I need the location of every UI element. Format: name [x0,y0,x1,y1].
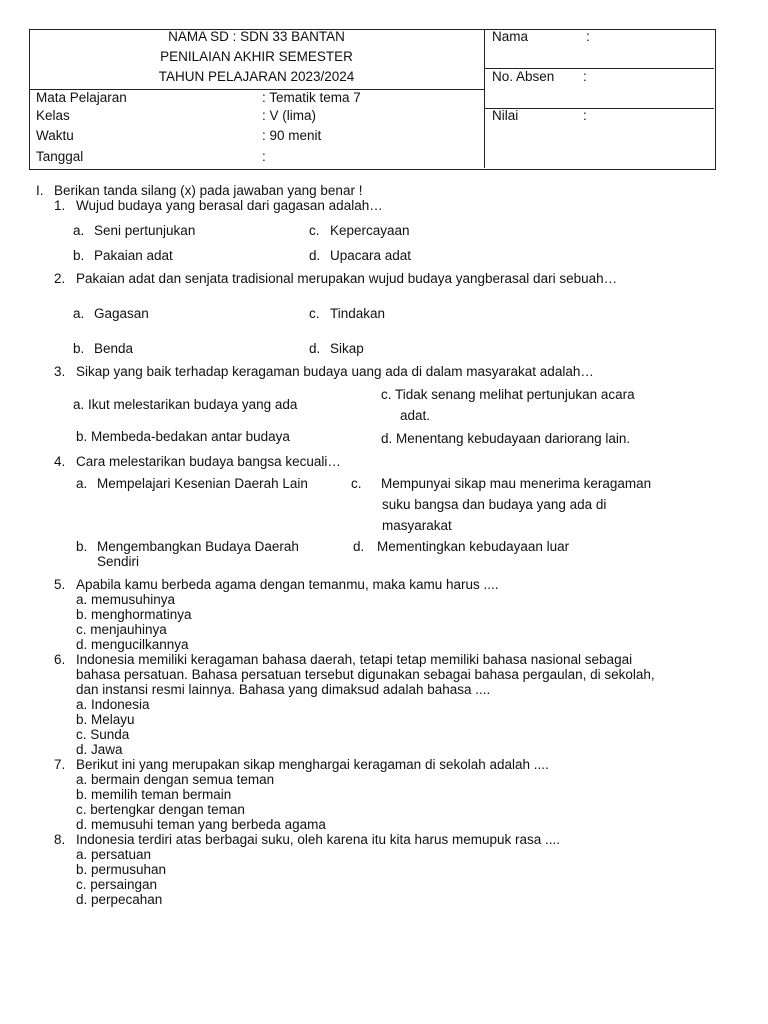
question-number: 8. [54,832,66,847]
option-text: b. Melayu [76,712,135,727]
score-label: Nilai [492,108,519,123]
option-text: b. memilih teman bermain [76,787,232,802]
option-text: d. perpecahan [76,892,163,907]
option-text: Tindakan [330,306,386,321]
option-letter: b. [73,248,85,263]
row-value-time: : 90 menit [262,128,322,143]
row-label-class: Kelas [36,108,70,123]
row-value-date: : [262,149,266,164]
question-number: 6. [54,652,66,667]
score-colon: : [583,108,587,123]
option-text: Sikap [330,341,364,356]
section-instruction: Berikan tanda silang (x) pada jawaban yang benar ! [54,183,363,198]
option-text-continuation: Sendiri [97,554,140,569]
option-text: Upacara adat [330,248,412,263]
option-text: b. permusuhan [76,862,167,877]
option-text: Pakaian adat [94,248,173,263]
option-text: c. bertengkar dengan teman [76,802,245,817]
option-text: Mengembangkan Budaya Daerah [97,539,299,554]
section-number: I. [36,183,44,198]
option-text: c. Tidak senang melihat pertunjukan acara [381,387,635,402]
option-text-continuation: adat. [400,408,431,423]
question-text: dan instansi resmi lainnya. Bahasa yang dimaksud adalah bahasa .... [76,682,491,697]
option-letter: a. [76,476,88,491]
name-colon: : [586,29,590,44]
question-number: 7. [54,757,66,772]
question-text: Wujud budaya yang berasal dari gagasan adalah… [76,198,383,213]
option-text: c. persaingan [76,877,158,892]
option-text: a. Indonesia [76,697,150,712]
option-text: Seni pertunjukan [94,223,196,238]
option-text: Mempunyai sikap mau menerima keragaman [381,476,652,491]
question-number: 3. [54,364,66,379]
option-text: c. menjauhinya [76,622,167,637]
option-text: b. Membeda-bedakan antar budaya [76,429,290,444]
option-text: Kepercayaan [330,223,410,238]
option-letter: b. [73,341,85,356]
question-text: Sikap yang baik terhadap keragaman budaya uang ada di dalam masyarakat adalah… [76,364,594,379]
option-text: d. Jawa [76,742,123,757]
question-text: Indonesia terdiri atas berbagai suku, oleh karena itu kita harus memupuk rasa .... [76,832,561,847]
row-label-time: Waktu [36,128,74,143]
row-value-class: : V (lima) [262,108,316,123]
option-text: d. memusuhi teman yang berbeda agama [76,817,326,832]
option-text: d. Menentang kebudayaan dariorang lain. [381,431,631,446]
option-text: a. memusuhinya [76,592,176,607]
question-text: Cara melestarikan budaya bangsa kecuali… [76,454,341,469]
row-label-date: Tanggal [36,149,84,164]
option-letter: d. [309,341,321,356]
question-number: 1. [54,198,66,213]
option-text-continuation: masyarakat [382,518,452,533]
question-number: 4. [54,454,66,469]
option-text: Gagasan [94,306,149,321]
option-text: a. bermain dengan semua teman [76,772,275,787]
absen-colon: : [583,69,587,84]
option-text: a. Ikut melestarikan budaya yang ada [73,397,298,412]
option-letter: b. [76,539,88,554]
question-text: Pakaian adat dan senjata tradisional merupakan wujud budaya yangberasal dari sebuah… [76,271,618,286]
option-text: a. persatuan [76,847,152,862]
name-label: Nama [492,29,529,44]
option-text: Mementingkan kebudayaan luar [377,539,570,554]
option-letter: a. [73,223,85,238]
question-text: bahasa persatuan. Bahasa persatuan tersebut digunakan sebagai bahasa pergaulan, di sekolah, [76,667,655,682]
row-value-subject: : Tematik tema 7 [262,90,361,105]
header-vertical-divider [484,29,485,168]
option-text-continuation: suku bangsa dan budaya yang ada di [382,497,607,512]
question-number: 2. [54,271,66,286]
option-letter: c. [309,306,320,321]
header-right-divider-2 [484,108,714,109]
row-label-subject: Mata Pelajaran [36,90,127,105]
option-text: c. Sunda [76,727,130,742]
option-text: Benda [94,341,134,356]
option-letter: d. [309,248,321,263]
option-letter: a. [73,306,85,321]
option-letter: c. [351,476,362,491]
question-text: Indonesia memiliki keragaman bahasa daerah, tetapi tetap memiliki bahasa nasional sebagai [76,652,633,667]
option-letter: d. [353,539,365,554]
option-text: d. mengucilkannya [76,637,189,652]
absen-label: No. Absen [492,69,555,84]
question-text: Apabila kamu berbeda agama dengan temanmu, maka kamu harus .... [76,577,499,592]
question-text: Berikut ini yang merupakan sikap menghargai keragaman di sekolah adalah .... [76,757,549,772]
school-year: TAHUN PELAJARAN 2023/2024 [158,69,355,84]
option-letter: c. [309,223,320,238]
question-number: 5. [54,577,66,592]
school-name: NAMA SD : SDN 33 BANTAN [168,29,345,44]
option-text: b. menghormatinya [76,607,192,622]
option-text: Mempelajari Kesenian Daerah Lain [97,476,308,491]
assessment-title: PENILAIAN AKHIR SEMESTER [160,49,353,64]
